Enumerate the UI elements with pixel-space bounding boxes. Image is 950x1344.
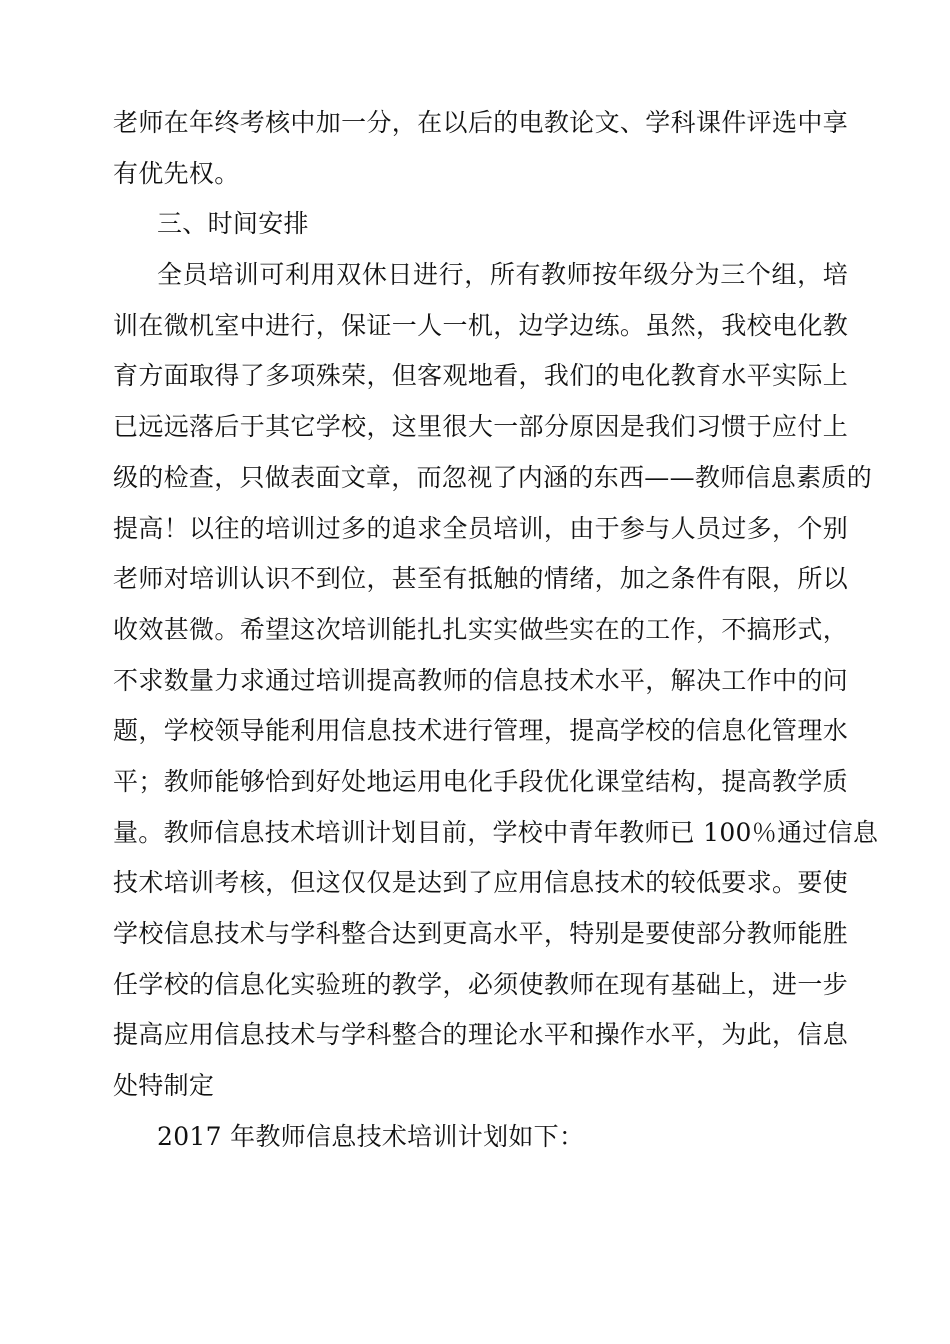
text-line: 2017 年教师信息技术培训计划如下： [157,1121,585,1151]
text-line: 收效甚微。希望这次培训能扎扎实实做些实在的工作，不搞形式， [113,614,848,644]
text-line: 量。教师信息技术培训计划目前，学校中青年教师已 100％通过信息 [113,817,879,847]
text-line: 训在微机室中进行，保证一人一机，边学边练。虽然，我校电化教 [113,310,848,340]
text-line: 提高应用信息技术与学科整合的理论水平和操作水平，为此，信息 [113,1020,848,1050]
text-line: 育方面取得了多项殊荣，但客观地看，我们的电化教育水平实际上 [113,361,848,391]
text-line: 平；教师能够恰到好处地运用电化手段优化课堂结构，提高教学质 [113,766,848,796]
text-line: 学校信息技术与学科整合达到更高水平，特别是要使部分教师能胜 [113,919,848,948]
text-line: 老师对培训认识不到位，甚至有抵触的情绪，加之条件有限，所以 [113,564,848,594]
text-line: 题，学校领导能利用信息技术进行管理，提高学校的信息化管理水 [113,716,848,746]
text-line: 级的检查，只做表面文章，而忽视了内涵的东西——教师信息素质的 [113,462,873,492]
text-line: 任学校的信息化实验班的教学，必须使教师在现有基础上，进一步 [113,969,848,999]
body-text [113,98,879,1162]
text-line: 处特制定 [113,1071,215,1101]
text-line: 有优先权。 [113,158,240,188]
text-line: 提高！以往的培训过多的追求全员培训，由于参与人员过多，个别 [113,513,848,543]
text-line: 已远远落后于其它学校，这里很大一部分原因是我们习惯于应付上 [113,412,848,442]
text-line: 技术培训考核，但这仅仅是达到了应用信息技术的较低要求。要使 [113,868,848,898]
section-heading: 三、时间安排 [157,209,309,239]
text-line: 全员培训可利用双休日进行，所有教师按年级分为三个组，培 [157,260,848,290]
text-line: 不求数量力求通过培训提高教师的信息技术水平，解决工作中的问 [113,665,848,695]
text-line: 老师在年终考核中加一分，在以后的电教论文、学科课件评选中享 [113,108,848,137]
